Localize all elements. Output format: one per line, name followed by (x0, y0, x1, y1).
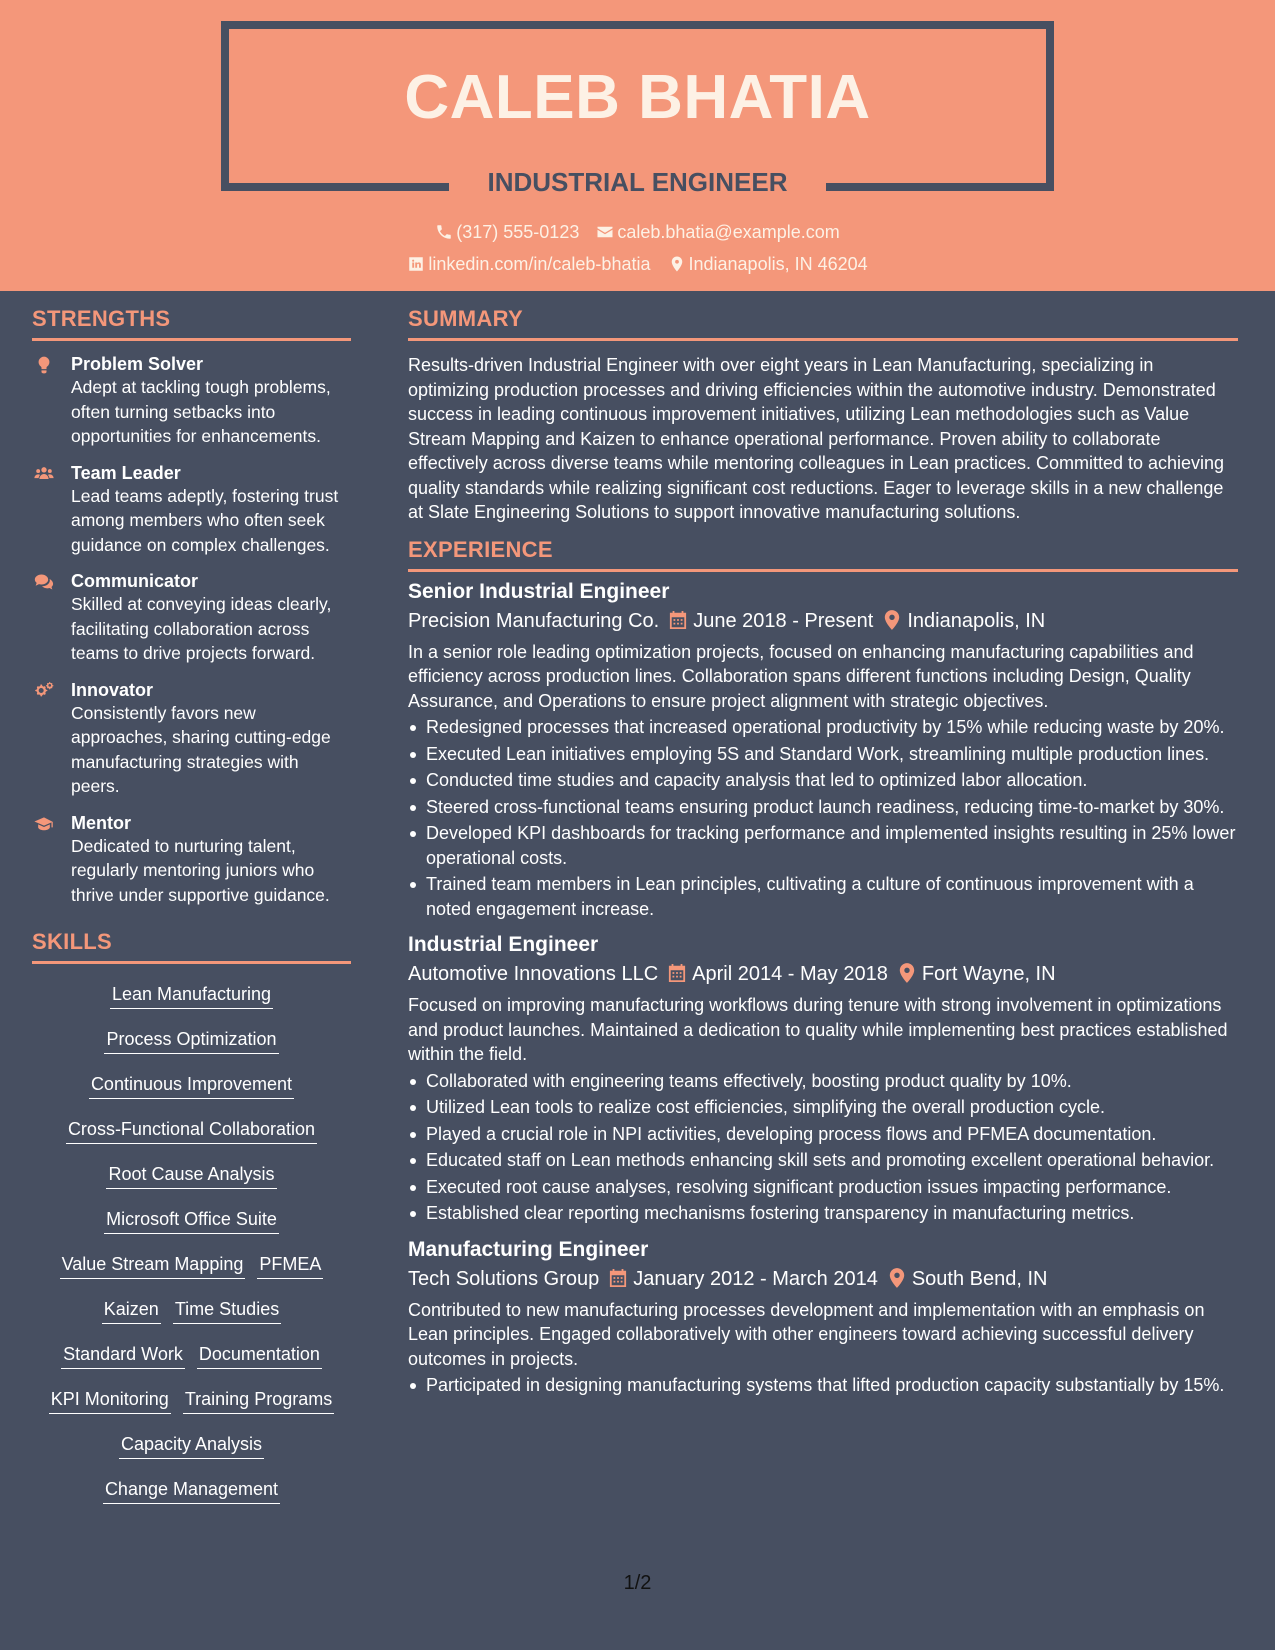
skill-tag: Cross-Functional Collaboration (66, 1117, 317, 1144)
job-bullets (408, 1069, 1238, 1226)
job-location: South Bend, IN (911, 1267, 1048, 1290)
job-role: Manufacturing Engineer (408, 1237, 649, 1261)
skill-tag: Value Stream Mapping (60, 1252, 246, 1279)
job-description: Focused on improving manufacturing workflows during tenure with strong involvement in optimizations and product launches. Maintained a dedication to quality while implementing best practices established within the field. (408, 995, 1228, 1064)
strength-title: Communicator (71, 571, 199, 591)
strength-desc: Adept at tackling tough problems, often turning setbacks into opportunities for enhancements. (71, 377, 331, 446)
strength-item (32, 353, 351, 449)
bullet-item: Conducted time studies and capacity analysis that led to optimized labor allocation. (408, 768, 1238, 793)
bullet-item: Executed root cause analyses, resolving significant production issues impacting performance. (408, 1175, 1238, 1200)
contact-email[interactable] (596, 222, 839, 243)
strength-title: Mentor (71, 812, 131, 833)
strength-title: Team Leader (71, 462, 181, 483)
skill-tag: Continuous Improvement (89, 1072, 294, 1099)
skills-section (32, 929, 351, 1516)
summary-heading: SUMMARY (408, 306, 1238, 341)
job-entry (408, 578, 1238, 922)
job-description: Contributed to new manufacturing processes development and implementation with an emphasis on Lean principles. Engaged collaboratively with other engineers toward achieving successful delivery outcomes in projects. (408, 1299, 1205, 1369)
skill-tag: Root Cause Analysis (106, 1162, 276, 1189)
contact-row (0, 221, 1275, 243)
job-dates: January 2012 - March 2014 (633, 1267, 878, 1290)
contact-row-2 (0, 253, 1275, 275)
skill-tag: Lean Manufacturing (110, 982, 273, 1009)
bullet-item: Played a crucial role in NPI activities, developing process flows and PFMEA documentation. (408, 1122, 1238, 1147)
job-bullets (408, 715, 1238, 921)
job-entry (408, 931, 1238, 1226)
skill-tag: Capacity Analysis (119, 1432, 264, 1459)
users-icon (32, 464, 56, 484)
phone-text: (317) 555-0123 (456, 221, 580, 242)
contact-linkedin[interactable] (407, 254, 650, 275)
job-role: Senior Industrial Engineer (408, 579, 670, 603)
job-location: Fort Wayne, IN (921, 963, 1056, 985)
resume-header (0, 0, 1275, 291)
skill-tag: Training Programs (183, 1387, 334, 1414)
contact-phone (435, 222, 579, 243)
skill-tag: Change Management (103, 1477, 280, 1504)
strength-desc: Consistently favors new approaches, sharing cutting-edge manufacturing strategies with peers. (71, 702, 331, 796)
graduation-cap-icon (32, 814, 56, 834)
strength-item (32, 812, 351, 908)
bullet-item: Executed Lean initiatives employing 5S and Standard Work, streamlining multiple production lines. (408, 742, 1238, 767)
company-name: Automotive Innovations LLC (408, 963, 659, 985)
experience-heading: EXPERIENCE (408, 537, 1238, 572)
summary-text: Results-driven Industrial Engineer with over eight years in Lean Manufacturing, specializing in optimizing production processes and driving efficiencies within the automotive industry. Demonstrated success in leading continuous improvement initiatives, utilizing Lean methodologies such as Value Stream Mapping and Kaizen to enhance operational performance. Proven ability to collaborate effectively across diverse teams while mentoring colleagues in Lean practices. Committed to achieving quality standards while realizing significant cost reductions. Eager to leverage skills in a new challenge at Slate Engineering Solutions to support innovative manufacturing solutions. (408, 355, 1225, 522)
comments-icon (32, 572, 56, 592)
gears-icon (32, 681, 56, 701)
company-name: Tech Solutions Group (408, 1267, 600, 1290)
skill-tag: Standard Work (61, 1342, 185, 1369)
strength-desc: Dedicated to nurturing talent, regularly mentoring juniors who thrive under supportive guidance. (71, 835, 330, 905)
job-role: Industrial Engineer (408, 933, 599, 956)
page-number: 1/2 (623, 1572, 652, 1594)
strength-desc: Skilled at conveying ideas clearly, facilitating collaboration across teams to drive projects forward. (71, 594, 332, 663)
skill-tag: KPI Monitoring (49, 1387, 171, 1414)
skill-tag: Process Optimization (104, 1027, 278, 1054)
job-meta (408, 959, 1238, 989)
skill-tag: Documentation (197, 1342, 322, 1369)
location-text: Indianapolis, IN 46204 (688, 253, 868, 274)
map-pin-icon (878, 1268, 912, 1290)
bullet-item: Redesigned processes that increased operational productivity by 15% while reducing waste by 20%. (408, 715, 1238, 740)
job-description: In a senior role leading optimization projects, focused on enhancing manufacturing capabilities and efficiency across production lines. Collaboration spans different functions including Design, Quality Assurance, and Operations to ensure project alignment with strategic objectives. (408, 641, 1194, 711)
strength-item (32, 679, 351, 799)
envelope-icon (596, 223, 614, 241)
map-pin-icon (888, 963, 922, 985)
linkedin-icon (407, 255, 425, 273)
strength-title: Innovator (71, 679, 154, 700)
map-pin-icon (873, 610, 907, 632)
candidate-name: CALEB BHATIA (404, 63, 871, 132)
strength-title: Problem Solver (71, 354, 204, 374)
job-entry (408, 1236, 1238, 1398)
bullet-item: Participated in designing manufacturing systems that lifted production capacity substantially by 15%. (408, 1373, 1238, 1398)
job-dates: April 2014 - May 2018 (692, 963, 888, 985)
skills-heading: SKILLS (32, 929, 351, 964)
bullet-item: Developed KPI dashboards for tracking performance and implemented insights resulting in 25% lower operational costs. (408, 821, 1238, 870)
linkedin-text: linkedin.com/in/caleb-bhatia (428, 253, 651, 274)
lightbulb-icon (32, 355, 56, 375)
contact-location (668, 254, 868, 275)
job-meta (408, 1264, 1238, 1294)
calendar-icon (659, 610, 693, 632)
company-name: Precision Manufacturing Co. (408, 609, 660, 632)
map-pin-icon (668, 255, 686, 273)
email-text: caleb.bhatia@example.com (617, 221, 840, 242)
job-title: INDUSTRIAL ENGINEER (487, 167, 788, 197)
job-bullets (408, 1373, 1238, 1398)
job-dates: June 2018 - Present (693, 609, 874, 632)
strength-desc: Lead teams adeptly, fostering trust among members who often seek guidance on complex challenges. (71, 485, 339, 555)
strength-item (32, 570, 351, 666)
job-meta (408, 606, 1238, 636)
calendar-icon (658, 963, 692, 985)
left-column (32, 306, 351, 1516)
right-column (408, 306, 1238, 1408)
bullet-item: Trained team members in Lean principles, cultivating a culture of continuous improvement with a noted engagement increase. (408, 872, 1238, 921)
skill-tag: Kaizen (102, 1297, 161, 1324)
phone-icon (435, 223, 453, 241)
skill-tag: PFMEA (257, 1252, 323, 1279)
skill-tag: Microsoft Office Suite (104, 1207, 279, 1234)
bullet-item: Steered cross-functional teams ensuring product launch readiness, reducing time-to-market by 30%. (408, 795, 1238, 820)
calendar-icon (599, 1268, 633, 1290)
bullet-item: Educated staff on Lean methods enhancing skill sets and promoting excellent operational behavior. (408, 1148, 1238, 1173)
strengths-heading: STRENGTHS (32, 306, 351, 341)
bullet-item: Utilized Lean tools to realize cost efficiencies, simplifying the overall production cycle. (408, 1095, 1238, 1120)
bullet-item: Collaborated with engineering teams effectively, boosting product quality by 10%. (408, 1069, 1238, 1094)
skill-tag: Time Studies (173, 1297, 281, 1324)
bullet-item: Established clear reporting mechanisms fostering transparency in manufacturing metrics. (408, 1201, 1238, 1226)
strength-item (32, 462, 351, 558)
job-location: Indianapolis, IN (907, 609, 1046, 632)
